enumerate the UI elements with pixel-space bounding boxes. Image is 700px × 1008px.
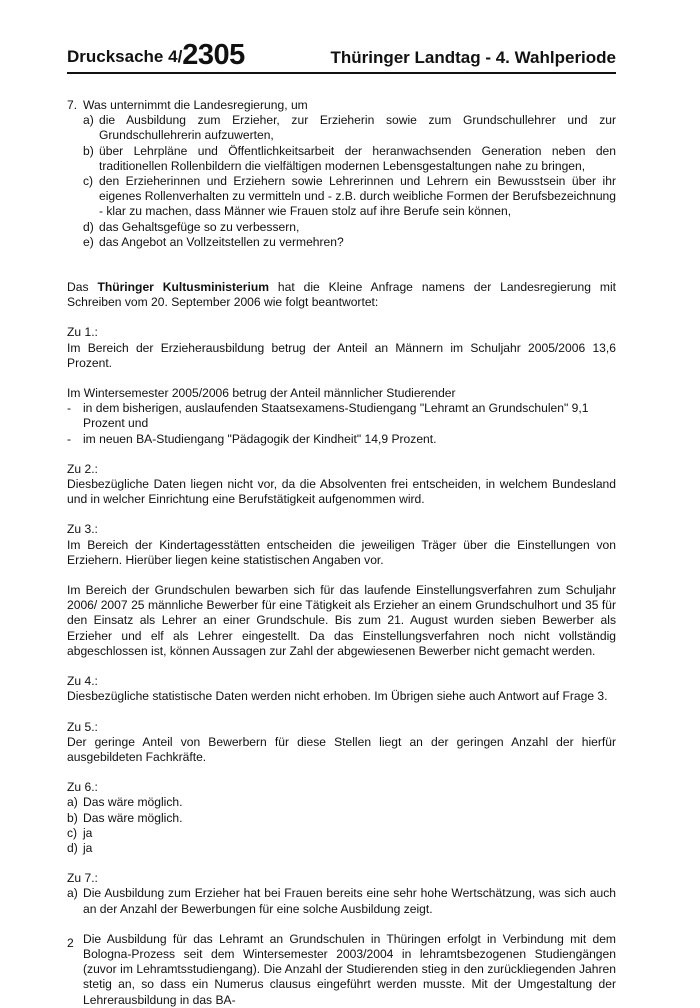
answer-2-heading: Zu 2.: xyxy=(67,461,98,476)
document-body xyxy=(67,98,616,1008)
question-item: c) den Erzieherinnen und Erziehern sowie Lehrerinnen und Lehrern ein Bewusstsein über ihr eigenes Rollenverhalten zu vermitteln und - z.B. durch weibliche Formen der Berufsbezeichnung - klar zu machen, dass Männer wie Frauen stolz auf ihre Berufe sein können, xyxy=(83,174,616,219)
question-item: e) das Angebot an Vollzeitstellen zu vermehren? xyxy=(83,234,344,249)
landtag-title: Thüringer Landtag - 4. Wahlperiode xyxy=(330,48,616,67)
answer-3-heading: Zu 3.: xyxy=(67,522,98,537)
answer-6-item: a) Das wäre möglich. xyxy=(67,795,183,810)
answer-7-heading: Zu 7.: xyxy=(67,871,98,886)
header-rule xyxy=(67,72,616,74)
answer-6-item: d) ja xyxy=(67,840,93,855)
dash-item: - im neuen BA-Studiengang "Pädagogik der Kindheit" 14,9 Prozent. xyxy=(67,431,437,446)
answer-5-heading: Zu 5.: xyxy=(67,719,98,734)
question-item: d) das Gehaltsgefüge so zu verbessern, xyxy=(83,219,300,234)
answer-7-text-2: Die Ausbildung für das Lehramt an Grundschulen in Thüringen erfolgt in Verbindung mit dem Bologna-Prozess seit dem Wintersemester 2003/2004 in lehramtsbezogenen Studiengängen (zuvor im Lehramtsstudiengang). Die Anzahl der Studierenden stieg in den zurückliegenden Jahren stetig an, so dass ein Numerus clausus eingeführt werden musste. Mit der Umgestaltung der Lehrerausbildung in das BA- xyxy=(83,931,616,1007)
answer-3-text-2: Im Bereich der Grundschulen bewarben sich für das laufende Einstellungsverfahren zum Schuljahr 2006/ 2007 25 männliche Bewerber für eine Tätigkeit als Erzieher an einem Grundschulhort und 35 für den Einsatz als Lehrer an einer Grundschule. Bis zum 21. August wurden sieben Bewerber als Erzieher und elf als Lehrer eingestellt. Da das Einstellungsverfahren noch nicht vollständig abgeschlossen ist, können Aussagen zur Zahl der abgewiesenen Bewerber nicht gemacht werden. xyxy=(67,583,616,658)
answer-1-text: Im Bereich der Erzieherausbildung betrug der Anteil an Männern im Schuljahr 2005/2006 13,6 Prozent. xyxy=(67,340,616,370)
ministry-name: Thüringer Kultusministerium xyxy=(97,280,269,295)
answer-1-heading: Zu 1.: xyxy=(67,325,98,340)
drucksache-id xyxy=(67,39,245,71)
answer-4-text: Diesbezügliche statistische Daten werden nicht erhoben. Im Übrigen siehe auch Antwort auf Frage 3. xyxy=(67,689,608,704)
drucksache-label: Drucksache 4/ xyxy=(67,47,183,66)
answer-6-heading: Zu 6.: xyxy=(67,780,98,795)
question-7 xyxy=(67,98,616,250)
question-item: a) die Ausbildung zum Erzieher, zur Erzieherin sowie zum Grundschullehrer und zur Grundschullehrerin aufzuwerten, xyxy=(83,113,616,143)
answer-3-text: Im Bereich der Kindertagesstätten entscheiden die jeweiligen Träger über die Einstellungen von Erziehern. Hierüber liegen keine statistischen Angaben vor. xyxy=(67,537,616,567)
question-number: 7. xyxy=(67,98,78,112)
answer-2-text: Diesbezügliche Daten liegen nicht vor, da die Absolventen frei entscheiden, in welchem Bundesland und in welcher Einrichtung eine Berufstätigkeit aufgenommen wird. xyxy=(67,477,616,507)
answer-7-item-a: a) Die Ausbildung zum Erzieher hat bei Frauen bereits eine sehr hohe Wertschätzung, was sich auch an der Anzahl der Bewerbungen für eine solche Ausbildung zeigt. xyxy=(67,886,616,916)
page-number: 2 xyxy=(67,936,74,950)
answer-6-item: c) ja xyxy=(67,825,93,840)
page-header xyxy=(67,28,616,71)
drucksache-number: 2305 xyxy=(182,39,245,71)
answer-6-item: b) Das wäre möglich. xyxy=(67,810,183,825)
dash-item: - in dem bisherigen, auslaufenden Staatsexamens-Studiengang "Lehramt an Grundschulen" 9,1 Prozent und xyxy=(67,401,589,431)
question-item: b) über Lehrpläne und Öffentlichkeitsarbeit der heranwachsenden Generation neben den traditionellen Rollenbildern die vielfältigen modernen Lebensgestaltungen nahe zu bringen, xyxy=(83,143,616,173)
question-intro: Was unternimmt die Landesregierung, um xyxy=(83,98,308,112)
answer-4-heading: Zu 4.: xyxy=(67,674,98,689)
answer-1-text-2: Im Wintersemester 2005/2006 betrug der Anteil männlicher Studierender xyxy=(67,386,456,401)
answer-intro: Das Thüringer Kultusministerium hat die Kleine Anfrage namens der Landesregierung mit Schreiben vom 20. September 2006 wie folgt beantwortet: xyxy=(67,280,616,310)
answer-5-text: Der geringe Anteil von Bewerbern für diese Stellen liegt an der geringen Anzahl der hierfür ausgebildeten Fachkräfte. xyxy=(67,734,616,764)
